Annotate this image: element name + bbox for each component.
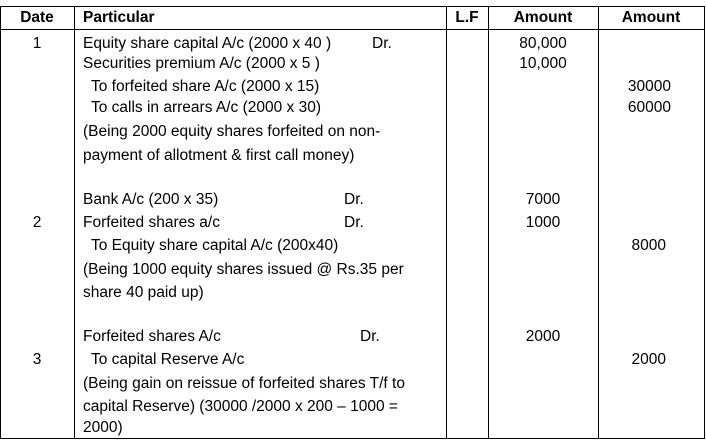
entry-date: 2: [32, 214, 42, 231]
entry-line: capital Reserve) (30000 /2000 x 200 – 1000 =: [83, 398, 398, 415]
debit-amount: 2000: [525, 328, 561, 345]
entry-line: Securities premium A/c (2000 x 5 ): [83, 55, 320, 72]
entry-line: To capital Reserve A/c: [91, 351, 245, 368]
entry-line: (Being 1000 equity shares issued @ Rs.35 per: [83, 261, 404, 278]
entry-date: 1: [32, 35, 42, 52]
entry-line: Forfeited shares A/c: [83, 328, 221, 345]
dr-mark: Dr.: [344, 214, 364, 231]
dr-mark: Dr.: [344, 191, 364, 208]
credit-amount: 60000: [627, 99, 671, 116]
entry-line: 2000): [83, 419, 123, 436]
entry-line: Equity share capital A/c (2000 x 40 ): [83, 35, 332, 52]
column-divider-particular: [446, 6, 447, 439]
entry-line: payment of allotment & first call money): [83, 147, 355, 164]
table-border-bottom: [0, 438, 705, 439]
table-border-top: [0, 6, 705, 7]
dr-mark: Dr.: [360, 328, 380, 345]
header-lf: L.F: [455, 9, 479, 26]
credit-amount: 8000: [631, 237, 666, 254]
entry-line: Forfeited shares a/c: [83, 214, 220, 231]
entry-line: Bank A/c (200 x 35): [83, 191, 219, 208]
header-date: Date: [20, 9, 54, 26]
debit-amount: 80,000: [519, 35, 567, 52]
header-underline: [0, 29, 705, 30]
entry-line: To forfeited share A/c (2000 x 15): [91, 78, 320, 95]
credit-amount: 2000: [631, 351, 666, 368]
entry-line: (Being gain on reissue of forfeited shares T/f to: [83, 375, 405, 392]
column-divider-amount: [598, 6, 599, 439]
entry-line: To calls in arrears A/c (2000 x 30): [91, 99, 322, 116]
credit-amount: 30000: [627, 78, 671, 95]
dr-mark: Dr.: [372, 35, 392, 52]
entry-line: To Equity share capital A/c (200x40): [91, 237, 339, 254]
entry-line: share 40 paid up): [83, 284, 204, 301]
debit-amount: 1000: [525, 214, 561, 231]
header-particular: Particular: [83, 9, 155, 26]
header-amount-credit: Amount: [621, 9, 681, 26]
table-border-right: [704, 6, 705, 439]
header-amount-debit: Amount: [513, 9, 573, 26]
entry-line: (Being 2000 equity shares forfeited on non-: [83, 123, 381, 140]
column-divider-date: [74, 6, 75, 439]
debit-amount: 7000: [525, 191, 561, 208]
debit-amount: 10,000: [519, 55, 567, 72]
entry-date: 3: [32, 351, 42, 368]
